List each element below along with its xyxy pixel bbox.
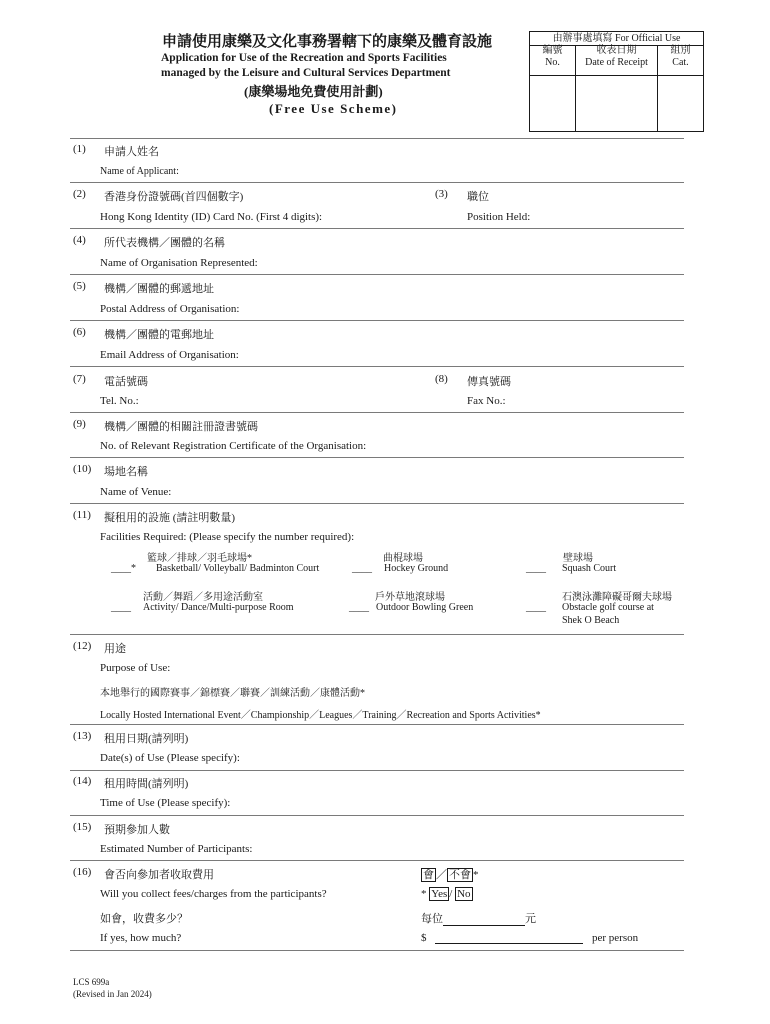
form-code: LCS 699a xyxy=(73,977,110,987)
facility-bowling-blank[interactable]: ____ xyxy=(349,602,369,613)
collect-fees-options-cn xyxy=(421,866,479,882)
fees-option-asterisk: * xyxy=(473,869,479,881)
applicant-name-field[interactable]: Name of Applicant: xyxy=(100,166,179,177)
facility-obstacle-golf-cn: 石澳泳灘障礙哥爾夫球場 xyxy=(562,592,672,603)
section-divider xyxy=(70,412,684,413)
email-address-field[interactable]: Email Address of Organisation: xyxy=(100,349,239,361)
fees-yes-option[interactable]: Yes xyxy=(431,888,448,900)
field-5-number: (5) xyxy=(73,280,86,292)
official-no-label-cn: 編號 xyxy=(542,45,563,56)
section-divider xyxy=(70,228,684,229)
postal-address-field[interactable]: Postal Address of Organisation: xyxy=(100,303,240,315)
official-use-box xyxy=(529,31,704,132)
facility-obstacle-golf-en: Obstacle golf course at xyxy=(562,602,654,613)
revision-note: (Revised in Jan 2024) xyxy=(73,989,152,999)
purpose-of-use-label: Purpose of Use: xyxy=(100,662,171,674)
facility-obstacle-golf-blank[interactable]: ____ xyxy=(526,602,546,613)
field-15-number: (15) xyxy=(73,821,92,833)
position-held-field[interactable]: Position Held: xyxy=(467,211,531,223)
fax-no-field[interactable]: Fax No.: xyxy=(467,395,506,407)
facility-basketball-en: Basketball/ Volleyball/ Badminton Court xyxy=(156,563,320,574)
field-7-label-cn: 電話號碼 xyxy=(104,376,148,388)
field-11-label-cn: 擬租用的設施 (請註明數量) xyxy=(104,512,236,524)
field-14-number: (14) xyxy=(73,775,92,787)
section-divider xyxy=(70,770,684,771)
field-9-label-cn: 機構／團體的相關註冊證書號碼 xyxy=(104,421,258,433)
fees-en-separator: / xyxy=(449,888,456,900)
dollar-sign: $ xyxy=(421,932,427,944)
official-no-label-en: No. xyxy=(545,57,560,68)
collect-fees-options-en xyxy=(421,888,473,900)
field-7-number: (7) xyxy=(73,373,86,385)
facility-obstacle-golf-en-line2: Shek O Beach xyxy=(562,615,620,626)
organisation-name-field[interactable]: Name of Organisation Represented: xyxy=(100,257,258,269)
yuan-label: 元 xyxy=(525,913,536,925)
field-10-label-cn: 場地名稱 xyxy=(104,466,148,478)
fees-yes-cn-option[interactable]: 會 xyxy=(423,869,434,881)
field-9-number: (9) xyxy=(73,418,86,430)
hkid-field[interactable]: Hong Kong Identity (ID) Card No. (First 4 digits): xyxy=(100,211,323,223)
field-10-number: (10) xyxy=(73,463,92,475)
official-date-label-cn: 收表日期 xyxy=(596,45,637,56)
collect-fees-question: Will you collect fees/charges from the participants? xyxy=(100,888,327,900)
per-person-cn-label: 每位 xyxy=(421,913,443,925)
field-12-number: (12) xyxy=(73,640,92,652)
facility-bowling-en: Outdoor Bowling Green xyxy=(376,602,474,613)
section-divider xyxy=(70,457,684,458)
official-cat-label-en: Cat. xyxy=(672,57,689,68)
form-title-chinese: 申請使用康樂及文化事務署轄下的康樂及體育設施 xyxy=(162,34,493,50)
section-divider xyxy=(70,724,684,725)
section-divider xyxy=(70,815,684,816)
fee-per-person-en xyxy=(421,932,638,944)
field-6-number: (6) xyxy=(73,326,86,338)
facility-squash-en: Squash Court xyxy=(562,563,617,574)
facility-hockey-cn: 曲棍球場 xyxy=(383,553,423,564)
fee-amount-cn-input[interactable] xyxy=(443,915,525,926)
section-divider xyxy=(70,634,684,635)
official-date-label-en: Date of Receipt xyxy=(585,57,648,68)
time-of-use-field[interactable]: Time of Use (Please specify): xyxy=(100,797,231,809)
fees-no-cn-option[interactable]: 不會 xyxy=(449,869,471,881)
field-16-number: (16) xyxy=(73,866,92,878)
field-16-label-cn: 會否向參加者收取費用 xyxy=(104,869,214,881)
field-13-number: (13) xyxy=(73,730,92,742)
facilities-required-label: Facilities Required: (Please specify the number required): xyxy=(100,531,355,543)
facility-hockey-en: Hockey Ground xyxy=(384,563,449,574)
field-2-label-cn: 香港身份證號碼(首四個數字) xyxy=(104,191,244,203)
field-3-label-cn: 職位 xyxy=(467,191,489,203)
fee-per-person-cn xyxy=(421,910,536,926)
facility-hockey-blank[interactable]: ____ xyxy=(352,563,372,574)
official-use-heading: 由辦事處填寫 For Official Use xyxy=(530,32,703,46)
field-4-number: (4) xyxy=(73,234,86,246)
fees-no-option[interactable]: No xyxy=(457,888,471,900)
field-5-label-cn: 機構／團體的郵遞地址 xyxy=(104,283,214,295)
official-divider xyxy=(530,75,703,76)
official-cat-column xyxy=(658,45,703,132)
section-divider xyxy=(70,138,684,139)
field-3-number: (3) xyxy=(435,188,448,200)
section-divider xyxy=(70,182,684,183)
official-no-column xyxy=(530,45,576,132)
section-divider xyxy=(70,503,684,504)
facility-activity-room-cn: 活動／舞蹈／多用途活動室 xyxy=(143,592,263,603)
how-much-cn-label: 如會，收費多少？ xyxy=(100,913,188,925)
tel-no-field[interactable]: Tel. No.: xyxy=(100,395,139,407)
facility-activity-room-en: Activity/ Dance/Multi-purpose Room xyxy=(143,602,294,613)
how-much-en-label: If yes, how much? xyxy=(100,932,182,944)
field-8-number: (8) xyxy=(435,373,448,385)
facility-activity-room-blank[interactable]: ____ xyxy=(111,602,131,613)
section-divider xyxy=(70,860,684,861)
scheme-title-english: (Free Use Scheme) xyxy=(269,101,398,116)
venue-name-field[interactable]: Name of Venue: xyxy=(100,486,172,498)
section-divider xyxy=(70,366,684,367)
field-13-label-cn: 租用日期(請列明) xyxy=(104,733,189,745)
facility-bowling-cn: 戶外草地滾球場 xyxy=(375,592,445,603)
scheme-title-chinese: (康樂場地免費使用計劃) xyxy=(244,84,383,99)
field-1-label-cn: 申請人姓名 xyxy=(104,146,159,158)
purpose-options-cn[interactable]: 本地舉行的國際賽事／錦標賽／聯賽／訓練活動／康體活動* xyxy=(100,688,365,699)
official-date-column xyxy=(576,45,658,132)
facility-squash-blank[interactable]: ____ xyxy=(526,563,546,574)
dates-of-use-field[interactable]: Date(s) of Use (Please specify): xyxy=(100,752,240,764)
field-2-number: (2) xyxy=(73,188,86,200)
official-cat-label-cn: 組別 xyxy=(670,45,691,56)
field-6-label-cn: 機構／團體的電郵地址 xyxy=(104,329,214,341)
field-8-label-cn: 傳真號碼 xyxy=(467,376,511,388)
per-person-en-label: per person xyxy=(592,932,639,944)
field-14-label-cn: 租用時間(請列明) xyxy=(104,778,189,790)
field-12-label-cn: 用途 xyxy=(104,643,126,655)
field-4-label-cn: 所代表機構／團體的名稱 xyxy=(104,237,225,249)
section-divider xyxy=(70,320,684,321)
field-1-number: (1) xyxy=(73,143,86,155)
registration-cert-field[interactable]: No. of Relevant Registration Certificate of the Organisation: xyxy=(100,440,367,452)
fees-option-separator: ／ xyxy=(436,869,447,881)
form-title-english-line1: Application for Use of the Recreation and Sports Facilities xyxy=(161,52,447,64)
form-title-english-line2: managed by the Leisure and Cultural Services Department xyxy=(161,67,451,79)
section-divider xyxy=(70,274,684,275)
field-11-number: (11) xyxy=(73,509,91,521)
facility-basketball-cn: 籃球／排球／羽毛球場* xyxy=(147,553,252,564)
facility-squash-cn: 壁球場 xyxy=(563,553,593,564)
fee-amount-input[interactable] xyxy=(435,933,583,944)
section-divider xyxy=(70,950,684,951)
fees-en-asterisk: * xyxy=(421,888,430,900)
purpose-options-en[interactable]: Locally Hosted International Event／Championship／Leagues／Training／Recreation and Sports Activities* xyxy=(100,710,541,721)
participants-field[interactable]: Estimated Number of Participants: xyxy=(100,843,253,855)
facility-basketball-blank[interactable]: ____* xyxy=(111,563,136,574)
field-15-label-cn: 預期參加人數 xyxy=(104,824,170,836)
